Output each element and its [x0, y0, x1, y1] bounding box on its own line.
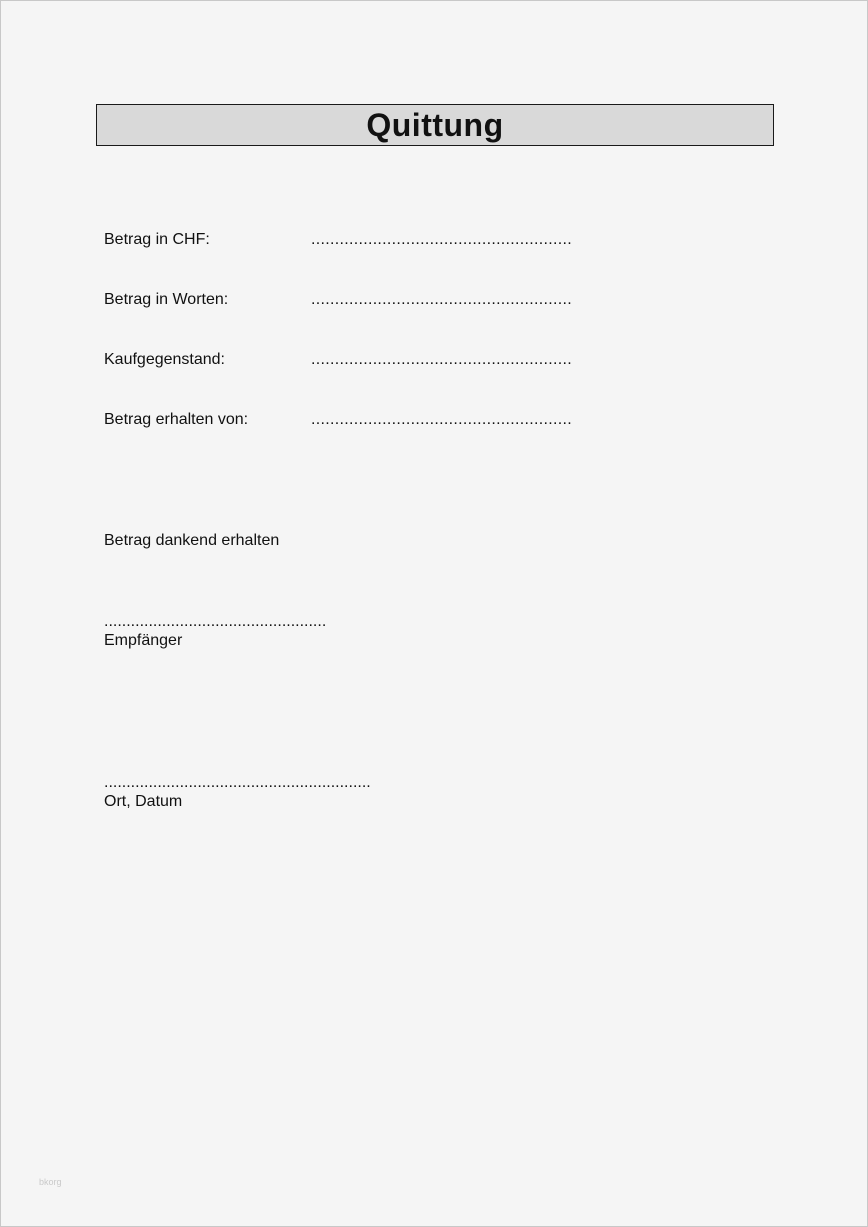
field-label-purchase-item: Kaufgegenstand: [104, 351, 225, 368]
place-date-label: Ort, Datum [104, 793, 183, 810]
recipient-signature-line: .................................................. [104, 613, 327, 630]
field-blank-received-from: ....................................................... [311, 411, 572, 428]
thanks-statement: Betrag dankend erhalten [104, 532, 280, 549]
recipient-label: Empfänger [104, 632, 183, 649]
watermark: bkorg [39, 1177, 62, 1187]
place-date-line: ............................................................ [104, 774, 371, 791]
field-label-received-from: Betrag erhalten von: [104, 411, 249, 428]
field-label-amount-chf: Betrag in CHF: [104, 231, 210, 248]
field-blank-amount-words: ....................................................... [311, 291, 572, 308]
field-blank-purchase-item: ....................................................... [311, 351, 572, 368]
field-blank-amount-chf: ....................................................... [311, 231, 572, 248]
page-title: Quittung [366, 107, 504, 143]
title-box [96, 104, 774, 146]
field-label-amount-words: Betrag in Worten: [104, 291, 229, 308]
